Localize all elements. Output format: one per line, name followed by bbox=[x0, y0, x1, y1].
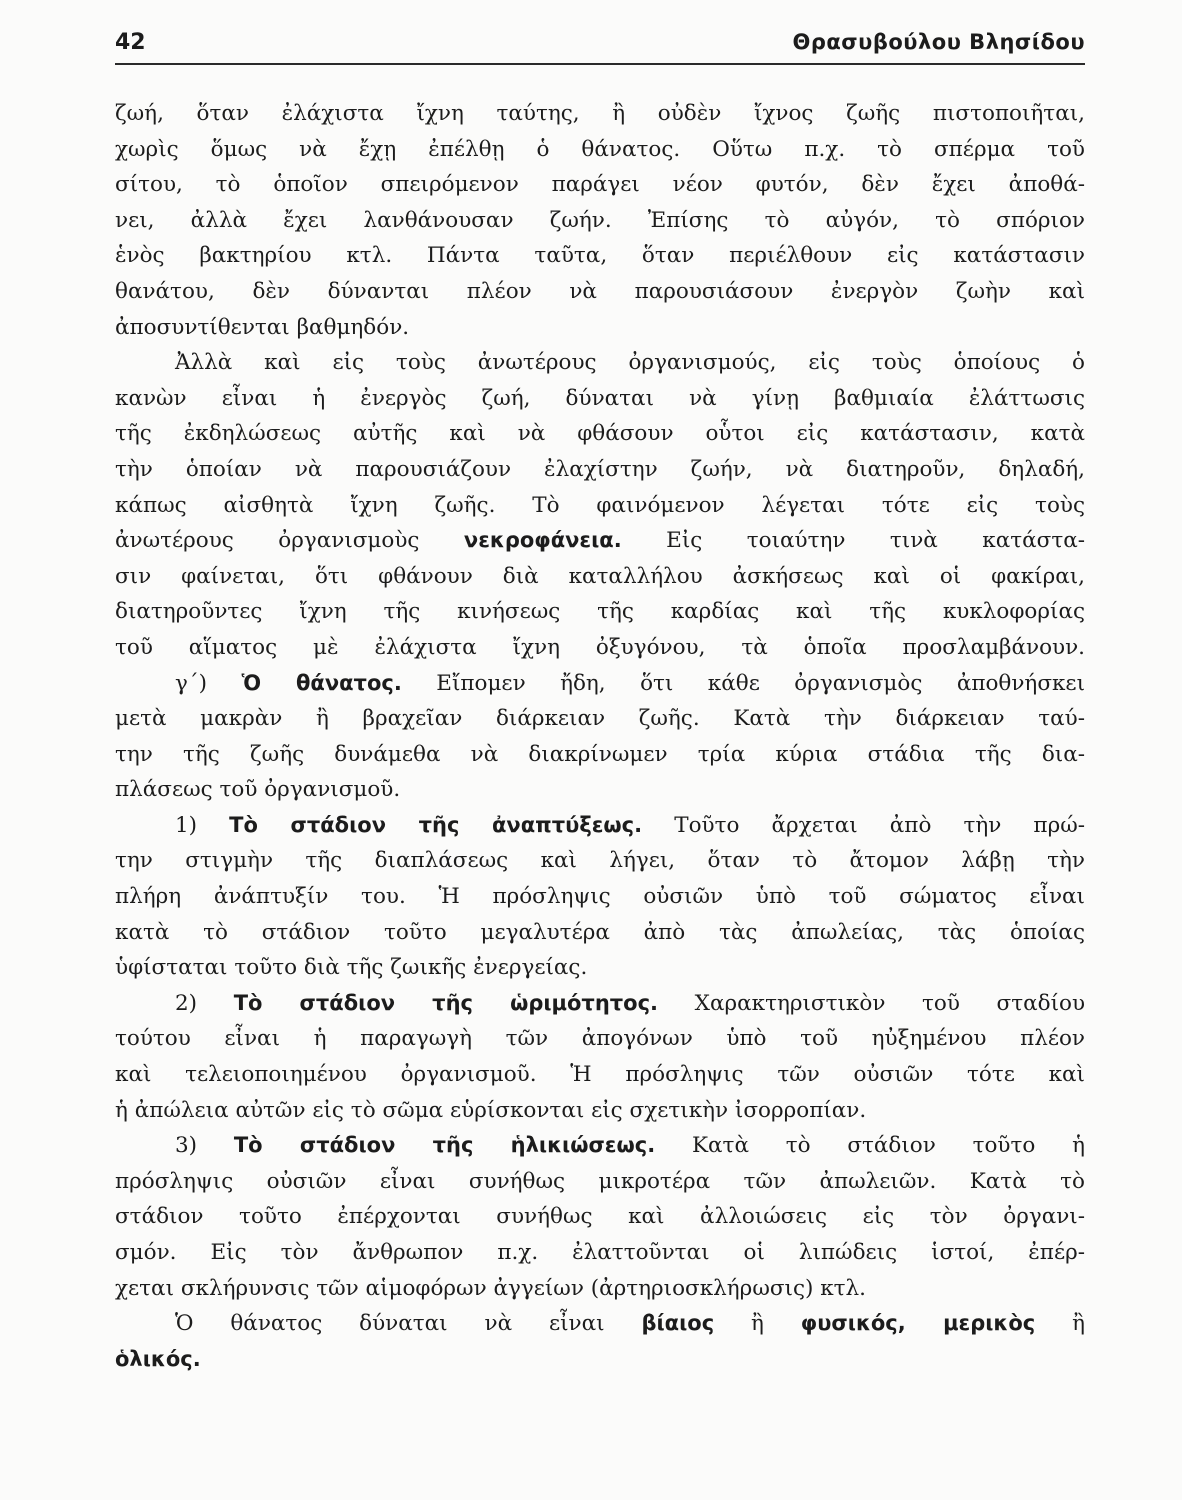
text-run: ἢ bbox=[714, 1311, 801, 1337]
text-line: σίτου, τὸ ὁποῖον σπειρόμενον παράγει νέον φυτόν, δὲν ἔχει ἀποθά- bbox=[115, 172, 1085, 198]
body-text bbox=[115, 96, 1085, 1377]
text-line: χεται σκλήρυνσις τῶν αἱμοφόρων ἀγγείων (ἀρτηριοσκλήρωσις) κτλ. bbox=[115, 1275, 867, 1301]
text-line: κατὰ τὸ στάδιον τοῦτο μεγαλυτέρα ἀπὸ τὰς ἀπωλείας, τὰς ὁποίας bbox=[115, 919, 1085, 945]
stage-heading: Τὸ στάδιον τῆς ὡριμότητος. bbox=[233, 990, 659, 1015]
text-line: χωρὶς ὅμως νὰ ἔχῃ ἐπέλθῃ ὁ θάνατος. Οὕτω π.χ. τὸ σπέρμα τοῦ bbox=[115, 136, 1085, 162]
text-run: ἀνωτέρους ὀργανισμοὺς bbox=[115, 528, 464, 554]
text-line: την στιγμὴν τῆς διαπλάσεως καὶ λήγει, ὅταν τὸ ἄτομον λάβῃ τὴν bbox=[115, 848, 1085, 874]
text-run: Εἰς τοιαύτην τινὰ κατάστα- bbox=[621, 528, 1085, 554]
section-heading: Ὁ θάνατος. bbox=[241, 670, 402, 695]
text-line: ἀποσυντίθενται βαθμηδόν. bbox=[115, 314, 410, 340]
text-run: Χαρακτηριστικὸν τοῦ σταδίου bbox=[658, 990, 1085, 1016]
bold-term: νεκροφάνεια. bbox=[463, 528, 622, 553]
page-header bbox=[115, 18, 1085, 62]
text-line bbox=[115, 1342, 1085, 1378]
text-line: πρόσληψις οὐσιῶν εἶναι συνήθως μικροτέρα τῶν ἀπωλειῶν. Κατὰ τὸ bbox=[115, 1168, 1085, 1194]
text-line: θανάτου, δὲν δύνανται πλέον νὰ παρουσιάσουν ἐνεργὸν ζωὴν καὶ bbox=[115, 278, 1085, 304]
text-run: 3) bbox=[175, 1133, 234, 1159]
text-line bbox=[115, 1128, 1085, 1164]
page-number: 42 bbox=[115, 30, 146, 55]
text-run: γ΄) bbox=[175, 670, 242, 696]
text-line: τὴν ὁποίαν νὰ παρουσιάζουν ἐλαχίστην ζωήν, νὰ διατηροῦν, δηλαδή, bbox=[115, 456, 1085, 482]
text-line bbox=[115, 808, 1085, 844]
bold-term: φυσικός, μερικὸς bbox=[800, 1311, 1036, 1336]
text-line: νει, ἀλλὰ ἔχει λανθάνουσαν ζωήν. Ἐπίσης τὸ αὐγόν, τὸ σπόριον bbox=[115, 207, 1085, 233]
text-line: σιν φαίνεται, ὅτι φθάνουν διὰ καταλλήλου ἀσκήσεως καὶ οἱ φακίραι, bbox=[115, 563, 1085, 589]
text-line: διατηροῦντες ἴχνη τῆς κινήσεως τῆς καρδίας καὶ τῆς κυκλοφορίας bbox=[115, 599, 1085, 625]
text-run: Εἴπομεν ἤδη, ὅτι κάθε ὀργανισμὸς ἀποθνήσκει bbox=[401, 670, 1085, 696]
text-line bbox=[115, 523, 1085, 559]
text-line: καὶ τελειοποιημένου ὀργανισμοῦ. Ἡ πρόσληψις τῶν οὐσιῶν τότε καὶ bbox=[115, 1062, 1085, 1088]
text-line: ζωή, ὅταν ἐλάχιστα ἴχνη ταύτης, ἢ οὐδὲν ἴχνος ζωῆς πιστοποιῆται, bbox=[115, 101, 1085, 126]
text-line: τῆς ἐκδηλώσεως αὐτῆς καὶ νὰ φθάσουν οὗτοι εἰς κατάστασιν, κατὰ bbox=[115, 421, 1085, 447]
text-line: την τῆς ζωῆς δυνάμεθα νὰ διακρίνωμεν τρία κύρια στάδια τῆς δια- bbox=[115, 741, 1085, 767]
text-line: ἡ ἀπώλεια αὐτῶν εἰς τὸ σῶμα εὑρίσκονται εἰς σχετικὴν ἰσορροπίαν. bbox=[115, 1097, 867, 1123]
bold-term: βίαιος bbox=[641, 1311, 715, 1336]
bold-term: ὁλικός. bbox=[115, 1346, 201, 1371]
text-line: σμόν. Εἰς τὸν ἄνθρωπον π.χ. ἐλαττοῦνται οἱ λιπώδεις ἱστοί, ἐπέρ- bbox=[115, 1240, 1085, 1265]
text-run: 2) bbox=[175, 990, 234, 1016]
text-run: Ὁ θάνατος δύναται νὰ εἶναι bbox=[175, 1311, 642, 1337]
text-line: πλήρη ἀνάπτυξίν του. Ἡ πρόσληψις οὐσιῶν ὑπὸ τοῦ σώματος εἶναι bbox=[115, 884, 1085, 910]
text-line: κανὼν εἶναι ἡ ἐνεργὸς ζωή, δύναται νὰ γίνῃ βαθμιαία ἐλάττωσις bbox=[115, 385, 1085, 411]
text-run: Τοῦτο ἄρχεται ἀπὸ τὴν πρώ- bbox=[642, 812, 1085, 838]
text-line: μετὰ μακρὰν ἢ βραχεῖαν διάρκειαν ζωῆς. Κατὰ τὴν διάρκειαν ταύ- bbox=[115, 706, 1085, 732]
text-line: Ἀλλὰ καὶ εἰς τοὺς ἀνωτέρους ὀργανισμούς, εἰς τοὺς ὁποίους ὁ bbox=[175, 350, 1085, 376]
text-line bbox=[115, 986, 1085, 1022]
text-line bbox=[115, 666, 1085, 702]
text-line: ἑνὸς βακτηρίου κτλ. Πάντα ταῦτα, ὅταν περιέλθουν εἰς κατάστασιν bbox=[115, 243, 1085, 269]
text-line: πλάσεως τοῦ ὀργανισμοῦ. bbox=[115, 777, 401, 803]
text-line: κάπως αἰσθητὰ ἴχνη ζωῆς. Τὸ φαινόμενον λέγεται τότε εἰς τοὺς bbox=[115, 492, 1085, 518]
text-line: στάδιον τοῦτο ἐπέρχονται συνήθως καὶ ἀλλοιώσεις εἰς τὸν ὀργανι- bbox=[115, 1204, 1085, 1230]
text-run: Κατὰ τὸ στάδιον τοῦτο ἡ bbox=[655, 1133, 1085, 1159]
text-run: ἢ bbox=[1035, 1311, 1085, 1337]
text-run: 1) bbox=[175, 812, 230, 838]
running-head: Θρασυβούλου Βλησίδου bbox=[792, 30, 1085, 54]
text-line: ὑφίσταται τοῦτο διὰ τῆς ζωικῆς ἐνεργείας. bbox=[115, 955, 588, 981]
text-line: τοῦ αἵματος μὲ ἐλάχιστα ἴχνη ὀξυγόνου, τὰ ὁποῖα προσλαμβάνουν. bbox=[115, 634, 1085, 660]
stage-heading: Τὸ στάδιον τῆς ἡλικιώσεως. bbox=[233, 1133, 656, 1158]
text-line: τούτου εἶναι ἡ παραγωγὴ τῶν ἀπογόνων ὑπὸ τοῦ ηὐξημένου πλέον bbox=[115, 1026, 1085, 1052]
header-rule bbox=[115, 63, 1085, 65]
text-line bbox=[115, 1306, 1085, 1342]
stage-heading: Τὸ στάδιον τῆς ἀναπτύξεως. bbox=[229, 812, 643, 837]
